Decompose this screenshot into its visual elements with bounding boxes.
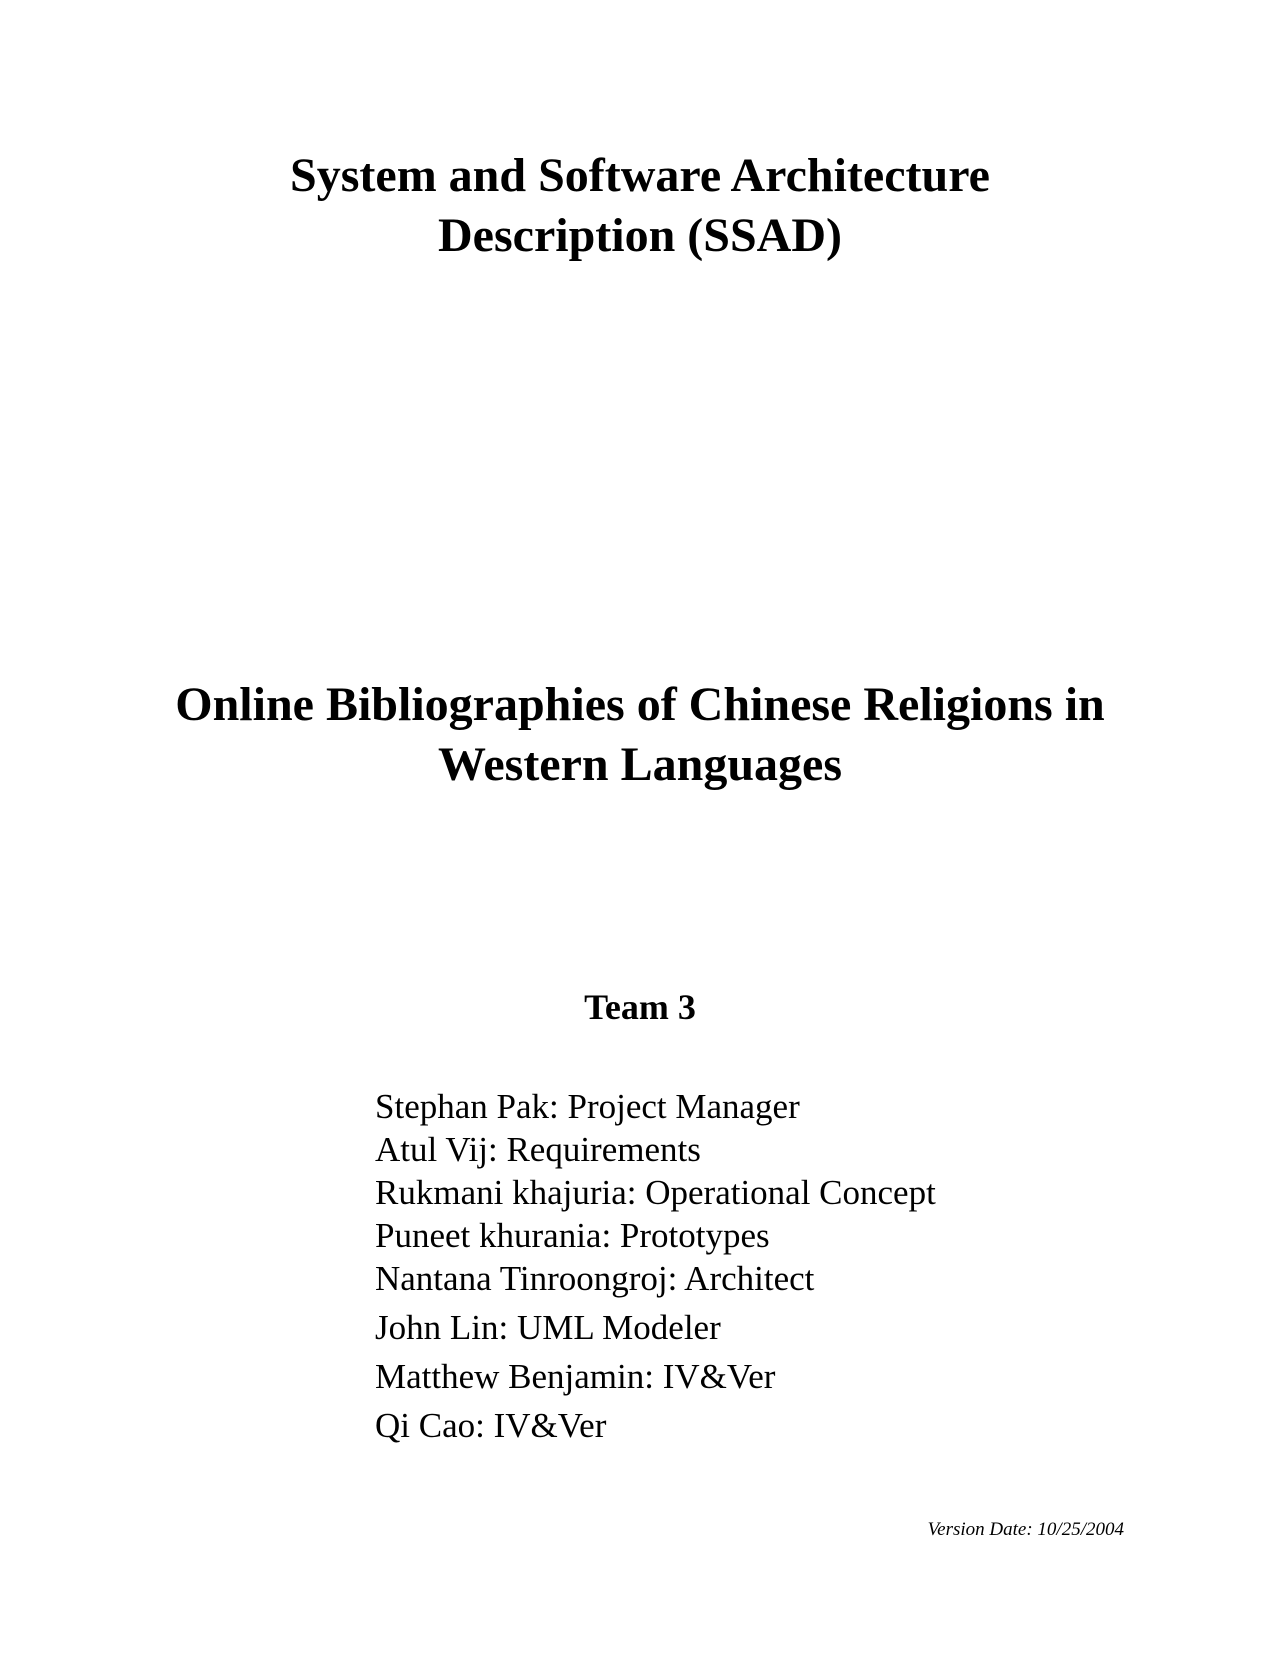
team-member-list xyxy=(375,1085,936,1447)
team-member: Qi Cao: IV&Ver xyxy=(375,1406,607,1445)
document-title-line-1: System and Software Architecture xyxy=(290,149,990,202)
team-label: Team 3 xyxy=(584,987,696,1027)
project-title xyxy=(0,675,1280,795)
team-member: Stephan Pak: Project Manager xyxy=(375,1087,800,1126)
team-member: John Lin: UML Modeler xyxy=(375,1308,721,1347)
project-title-line-2: Western Languages xyxy=(437,738,842,791)
team-member: Rukmani khajuria: Operational Concept xyxy=(375,1173,936,1212)
team-member: Nantana Tinroongroj: Architect xyxy=(375,1259,815,1298)
document-title-line-2: Description (SSAD) xyxy=(438,209,842,262)
version-date: Version Date: 10/25/2004 xyxy=(927,1519,1124,1540)
document-title xyxy=(0,146,1280,266)
project-title-line-1: Online Bibliographies of Chinese Religions in xyxy=(175,678,1105,731)
team-member: Atul Vij: Requirements xyxy=(375,1130,701,1169)
team-member: Matthew Benjamin: IV&Ver xyxy=(375,1357,776,1396)
team-member: Puneet khurania: Prototypes xyxy=(375,1216,770,1255)
